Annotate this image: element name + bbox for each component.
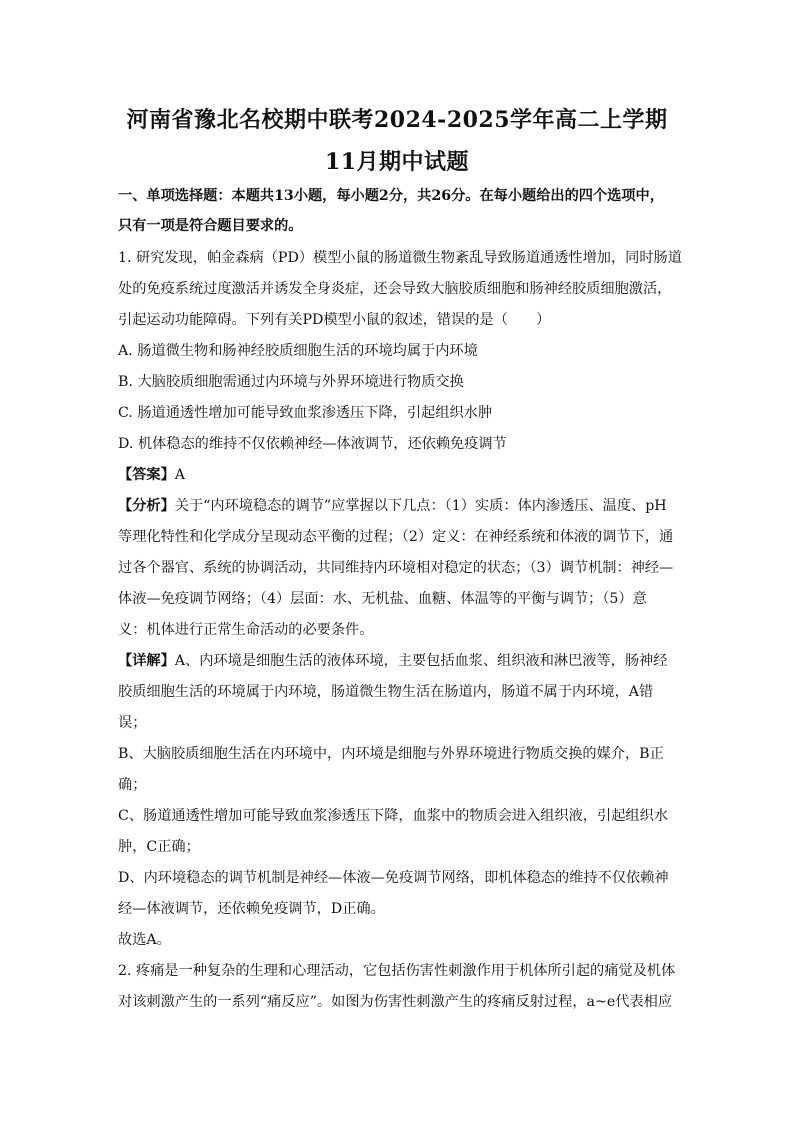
analysis-tag: 【分析】: [118, 498, 175, 514]
detail-tag: 【详解】: [118, 653, 175, 669]
detail-text: 胶质细胞生活的环境属于内环境，肠道微生物生活在肠道内，肠道不属于内环境，A错: [118, 684, 654, 700]
answer-tag: 【答案】: [118, 467, 175, 483]
detail-text: D、内环境稳态的调节机制是神经—体液—免疫调节网络，即机体稳态的维持不仅依赖神: [118, 870, 669, 886]
question-1-stem: 引起运动功能障碍。下列有关PD模型小鼠的叙述，错误的是（ ）: [118, 312, 551, 328]
document-title: 河南省豫北名校期中联考2024-2025学年高二上学期: [126, 107, 668, 133]
answer-value: A: [174, 467, 186, 483]
conclusion-text: 故选A。: [118, 932, 171, 948]
analysis-line: [118, 496, 667, 516]
question-1-stem: 处的免疫系统过度激活并诱发全身炎症，还会导致大脑胶质细胞和肠神经胶质细胞激活，: [118, 281, 672, 297]
option-b: B. 大脑胶质细胞需通过内环境与外界环境进行物质交换: [118, 374, 464, 390]
option-a: A. 肠道微生物和肠神经胶质细胞生活的环境均属于内环境: [118, 343, 478, 359]
analysis-text: 体液—免疫调节网络；（4）层面：水、无机盐、血糖、体温等的平衡与调节；（5）意: [118, 591, 647, 607]
answer-line: [118, 465, 185, 485]
analysis-text: 等理化特性和化学成分呈现动态平衡的过程；（2）定义：在神经系统和体液的调节下，通: [118, 529, 674, 545]
option-c: C. 肠道通透性增加可能导致血浆渗透压下降，引起组织水肿: [118, 405, 493, 421]
detail-text: 误；: [118, 715, 147, 731]
detail-line: [118, 651, 667, 671]
analysis-text: 关于“内环境稳态的调节”应掌握以下几点：（1）实质：体内渗透压、温度、pH: [174, 498, 667, 514]
option-d: D. 机体稳态的维持不仅依赖神经—体液调节，还依赖免疫调节: [118, 436, 507, 452]
detail-text: 确；: [118, 777, 147, 793]
section-heading-cont: 只有一项是符合题目要求的。: [118, 218, 303, 234]
detail-text: B、大脑胶质细胞生活在内环境中，内环境是细胞与外界环境进行物质交换的媒介，B正: [118, 746, 664, 762]
document-subtitle: 11月期中试题: [324, 149, 470, 175]
detail-text: C、肠道通透性增加可能导致血浆渗透压下降，血浆中的物质会进入组织液，引起组织水: [118, 808, 668, 824]
question-2-stem: 2. 疼痛是一种复杂的生理和心理活动，它包括伤害性刺激作用于机体所引起的痛觉及机体: [118, 963, 676, 979]
detail-text: 经—体液调节，还依赖免疫调节，D正确。: [118, 901, 385, 917]
question-1-stem: 1. 研究发现，帕金森病（PD）模型小鼠的肠道微生物紊乱导致肠道通透性增加，同时肠道: [118, 250, 682, 266]
analysis-text: 义：机体进行正常生命活动的必要条件。: [118, 622, 374, 638]
analysis-text: 过各个器官、系统的协调活动，共同维持内环境相对稳定的状态；（3）调节机制：神经—: [118, 560, 674, 576]
detail-text: A、内环境是细胞生活的液体环境，主要包括血浆、组织液和淋巴液等，肠神经: [174, 653, 668, 669]
detail-text: 肿，C正确；: [118, 839, 200, 855]
section-heading: 一、单项选择题：本题共13小题，每小题2分，共26分。在每小题给出的四个选项中，: [118, 188, 664, 204]
question-2-stem: 对该刺激产生的一系列“痛反应”。如图为伤害性刺激产生的疼痛反射过程，a~e代表相应: [118, 994, 673, 1010]
